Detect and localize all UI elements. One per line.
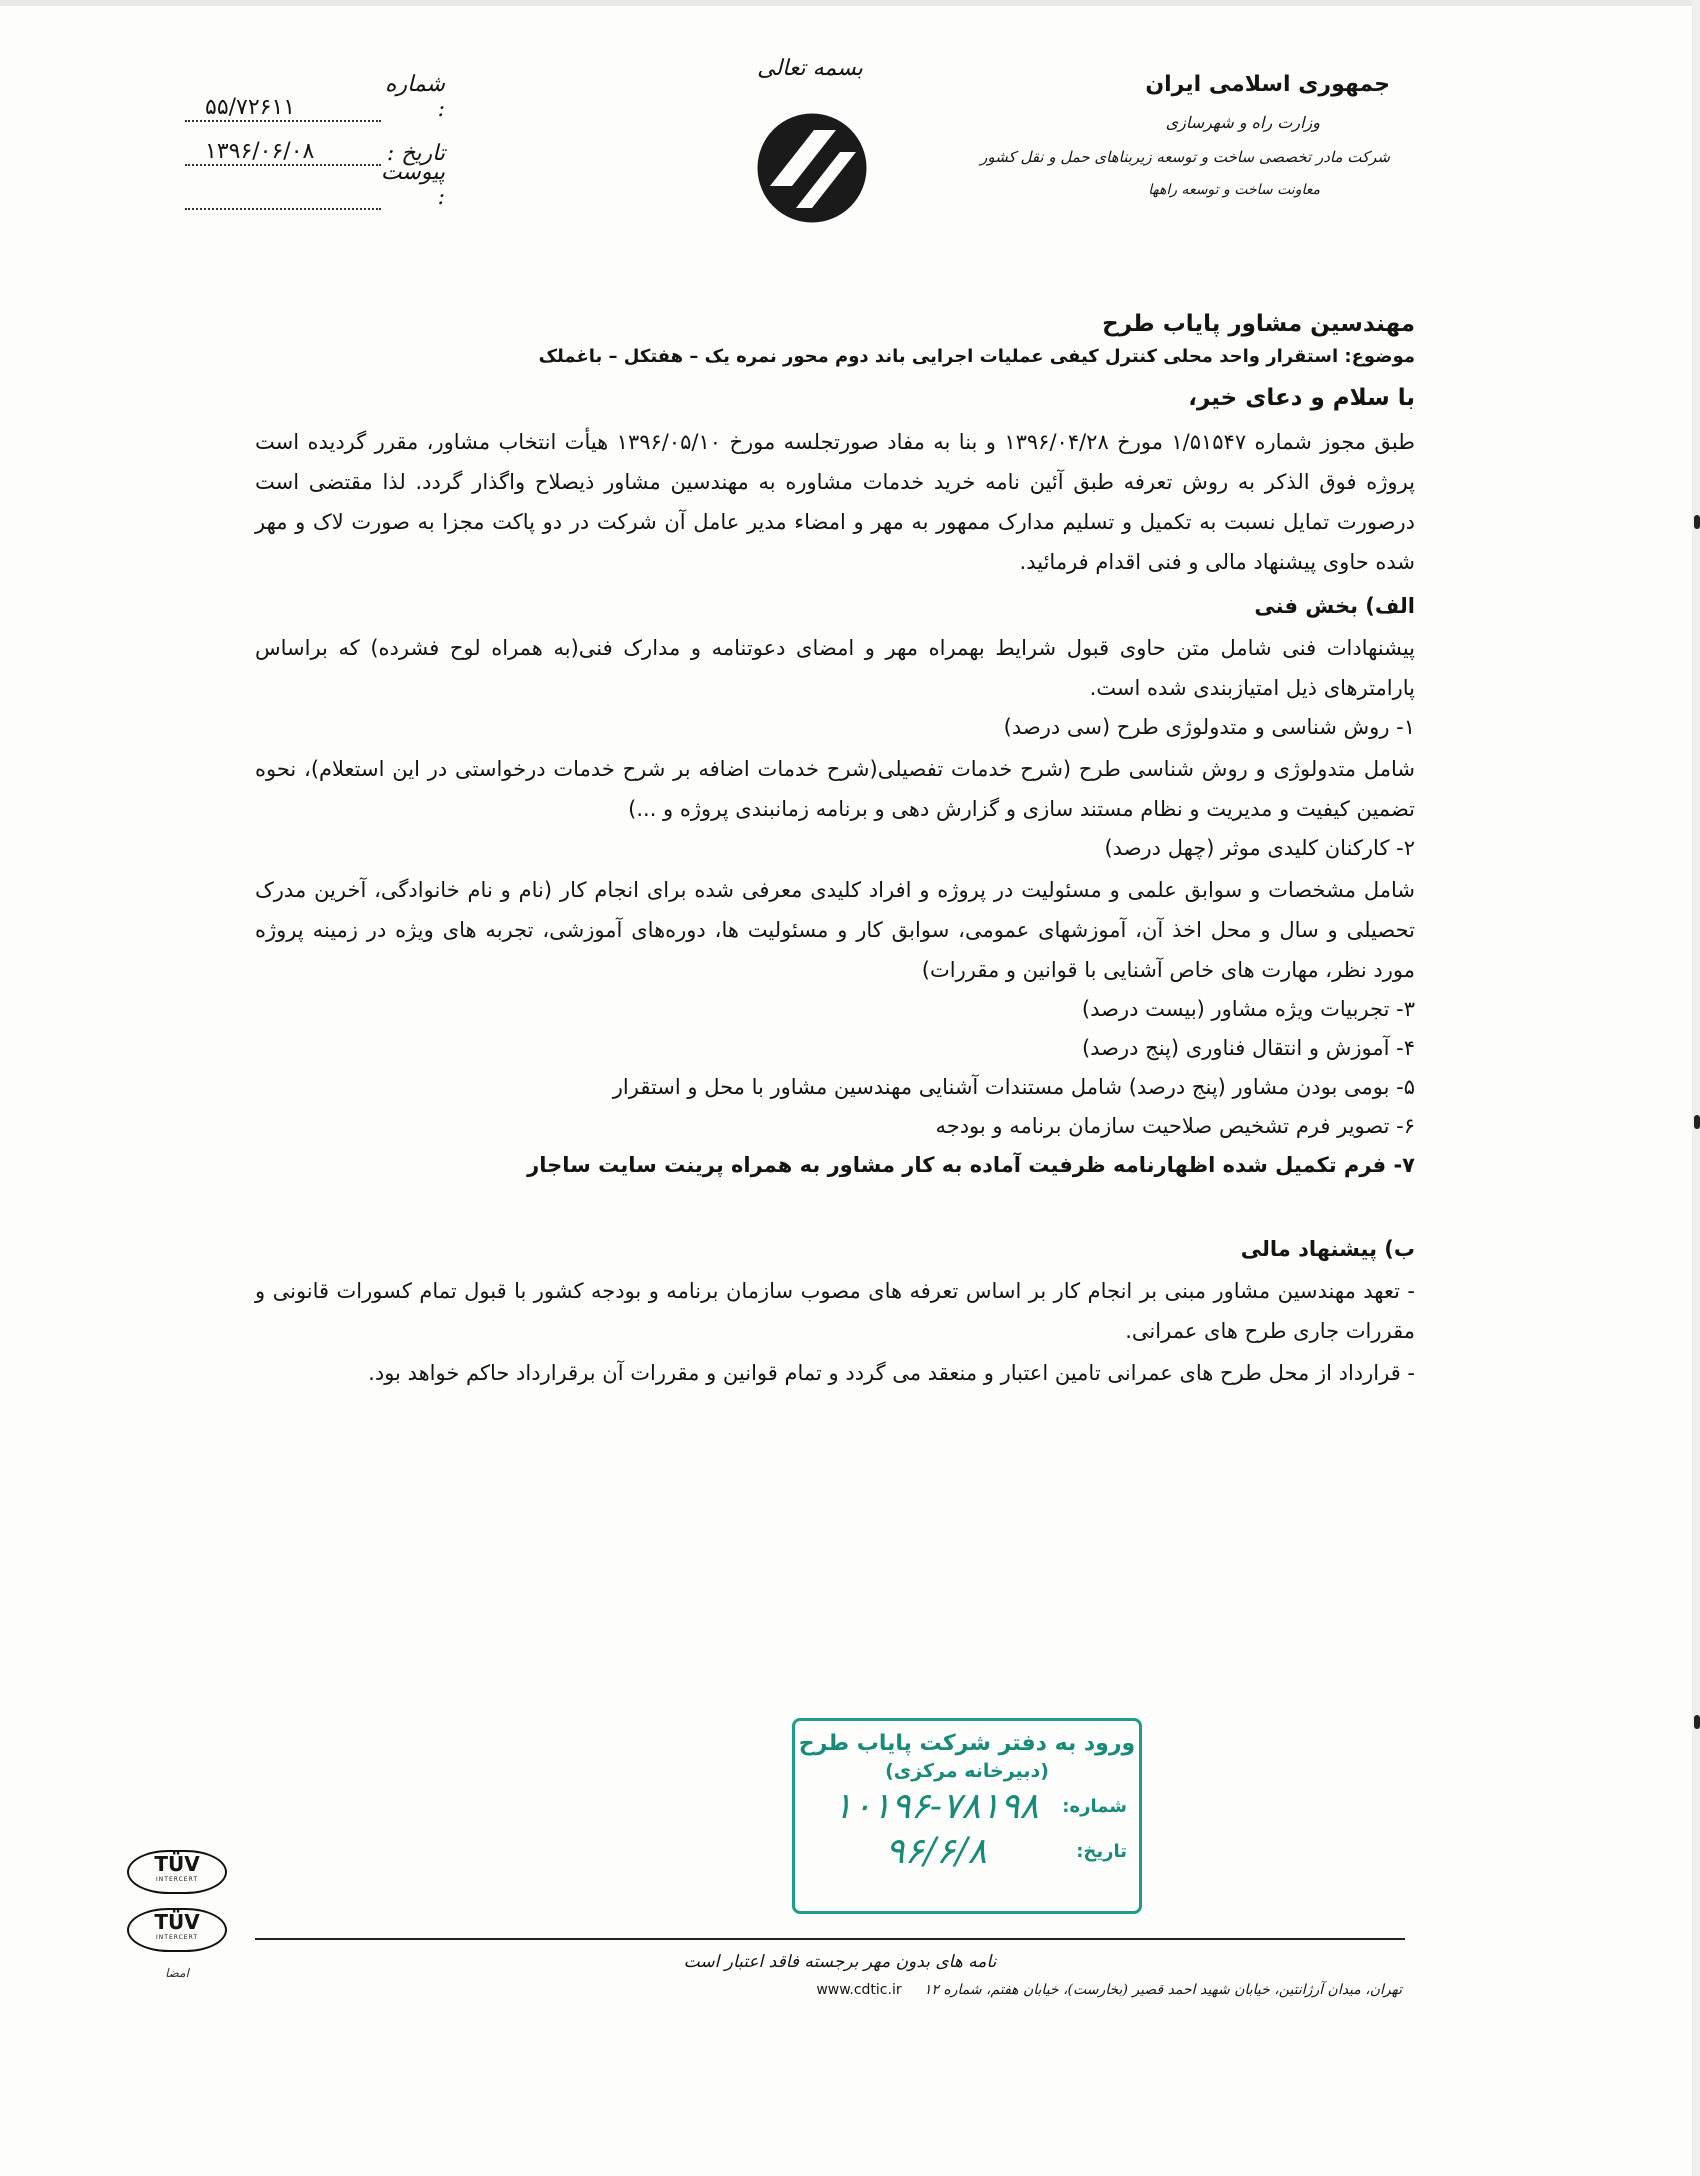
item-5: ۵- بومی بودن مشاور (پنج درصد) شامل مستندات آشنایی مهندسین مشاور با محل و استقرار xyxy=(612,1075,1415,1099)
bismillah: بسمه تعالی xyxy=(757,56,863,81)
letter-number-row xyxy=(185,72,445,122)
footer-address xyxy=(262,1982,1402,1998)
tuv-badge-icon: TÜV INTERCERT xyxy=(127,1850,227,1894)
section-spacer xyxy=(255,1185,1415,1225)
intro-paragraph: طبق مجوز شماره ۱/۵۱۵۴۷ مورخ ۱۳۹۶/۰۴/۲۸ و بنا به مفاد صورتجلسه مورخ ۱۳۹۶/۰۵/۱۰ هیأت انتخاب مشاور، مقرر گردیده است پروژه فوق الذکر به روش تعرفه طبق آئین نامه خرید خدمات مشاوره به مهندسین مشاور ذیصلاح واگذار گردد. لذا مقتضی است درصورت تمایل نسبت به تکمیل و تسلیم مدارک ممهور به مهر و امضاء مدیر عامل آن شرکت در دو پاکت مجزا به صورت لاک و مهر شده حاوی پیشنهاد مالی و فنی اقدام فرمائید. xyxy=(255,430,1415,574)
section-a-intro: پیشنهادات فنی شامل متن حاوی قبول شرایط بهمراه مهر و امضای دعوتنامه و مدارک فنی(به همراه لوح فشرده) که براساس پارامترهای ذیل امتیازبندی شده است. xyxy=(255,636,1415,700)
deputy-name: معاونت ساخت و توسعه راهها xyxy=(1148,182,1320,198)
organization-logo-icon xyxy=(752,108,872,228)
section-b-title: ب) پیشنهاد مالی xyxy=(1240,1237,1415,1261)
letter-date-label: تاریخ : xyxy=(386,141,445,166)
scan-mark xyxy=(1694,1115,1700,1129)
stamp-date: ۹۶/۶/۸ xyxy=(885,1831,987,1872)
address-text: تهران، میدان آرژانتین، خیابان شهید احمد قصیر (بخارست)، خیابان هفتم، شماره ۱۲ xyxy=(923,1982,1402,1998)
item-6: ۶- تصویر فرم تشخیص صلاحیت سازمان برنامه و بودجه xyxy=(935,1114,1415,1138)
letter-reference xyxy=(185,72,445,210)
stamp-subtitle: (دبیرخانه مرکزی) xyxy=(885,1760,1049,1782)
section-b-clause-1: - تعهد مهندسین مشاور مبنی بر انجام کار بر اساس تعرفه های مصوب سازمان برنامه و بودجه کشور با قبول تمام کسورات قانونی و مقررات جاری طرح های عمرانی. xyxy=(255,1279,1415,1343)
footer-divider xyxy=(255,1938,1405,1940)
attachment-value xyxy=(185,208,381,210)
tuv-badge-icon: TÜV INTERCERT xyxy=(127,1908,227,1952)
letter-date: ۱۳۹۶/۰۶/۰۸ xyxy=(185,139,381,166)
section-a-title: الف) بخش فنی xyxy=(1254,594,1415,618)
attachment-label: پیوست : xyxy=(380,160,445,210)
item-3: ۳- تجربیات ویژه مشاور (بیست درصد) xyxy=(1081,997,1415,1021)
issuer-block xyxy=(980,72,1390,198)
section-b-clause-2: - قرارداد از محل طرح های عمرانی تامین اعتبار و منعقد می گردد و تمام قوانین و مقررات آن برقرارداد حاکم خواهد بود. xyxy=(368,1361,1415,1385)
greeting: با سلام و دعای خیر، xyxy=(1188,385,1415,411)
stamp-number: ۱۰۱۹۶-۷۸۱۹۸ xyxy=(833,1786,1039,1827)
item-7: ۷- فرم تکمیل شده اظهارنامه ظرفیت آماده به کار مشاور به همراه پرینت سایت ساجار xyxy=(527,1153,1415,1177)
item-2-title: ۲- کارکنان کلیدی موثر (چهل درصد) xyxy=(1104,836,1415,860)
subject: موضوع: استقرار واحد محلی کنترل کیفی عملیات اجرایی باند دوم محور نمره یک – هفتکل – باغملک xyxy=(538,346,1415,367)
stamp-title: ورود به دفتر شرکت پایاب طرح xyxy=(798,1731,1136,1756)
letter-number-label: شماره : xyxy=(384,72,445,122)
page-edge-right xyxy=(1692,0,1700,2176)
company-name: شرکت مادر تخصصی ساخت و توسعه زیربناهای حمل و نقل کشور xyxy=(980,148,1390,166)
certification-badges xyxy=(112,1850,242,1980)
attachment-row xyxy=(185,160,445,210)
scan-mark xyxy=(1694,1715,1700,1729)
page-edge-top xyxy=(0,0,1700,6)
receipt-stamp xyxy=(792,1718,1142,1914)
stamp-date-row xyxy=(807,1831,1127,1872)
website-link[interactable]: www.cdtic.ir xyxy=(816,1982,902,1998)
ministry-name: وزارت راه و شهرسازی xyxy=(1165,113,1320,132)
footer-note: نامه های بدون مهر برجسته فاقد اعتبار است xyxy=(683,1952,997,1972)
country-name: جمهوری اسلامی ایران xyxy=(1145,72,1390,97)
stamp-number-row xyxy=(807,1786,1127,1827)
signature-scribble: امضا xyxy=(165,1966,189,1980)
item-4: ۴- آموزش و انتقال فناوری (پنج درصد) xyxy=(1081,1036,1415,1060)
stamp-number-label: شماره: xyxy=(1062,1796,1127,1817)
scan-mark xyxy=(1694,515,1700,529)
item-2-description: شامل مشخصات و سوابق علمی و مسئولیت در پروژه و افراد کلیدی معرفی شده برای انجام کار (نام و نام خانوادگی، آخرین مدرک تحصیلی و سال و محل اخذ آن، آموزشهای عمومی، سوابق کار و مسئولیت ها، دوره‌های آموزشی، تجربه های ویژه در زمینه پروژه مورد نظر، مهارت های خاص آشنایی با قوانین و مقررات) xyxy=(255,878,1415,982)
recipient: مهندسین مشاور پایاب طرح xyxy=(1102,311,1415,337)
letter-number: ۵۵/۷۲۶۱۱ xyxy=(185,95,381,122)
letter-body xyxy=(255,306,1415,1393)
item-1-description: شامل متدولوژی و روش شناسی طرح (شرح خدمات تفصیلی(شرح خدمات اضافه بر شرح خدمات درخواستی در این استعلام)، نحوه تضمین کیفیت و مدیریت و نظام مستند سازی و گزارش دهی و برنامه زمانبندی پروژه و ...) xyxy=(255,757,1415,821)
stamp-date-label: تاریخ: xyxy=(1076,1841,1127,1862)
item-1-title: ۱- روش شناسی و متدولوژی طرح (سی درصد) xyxy=(1003,715,1415,739)
